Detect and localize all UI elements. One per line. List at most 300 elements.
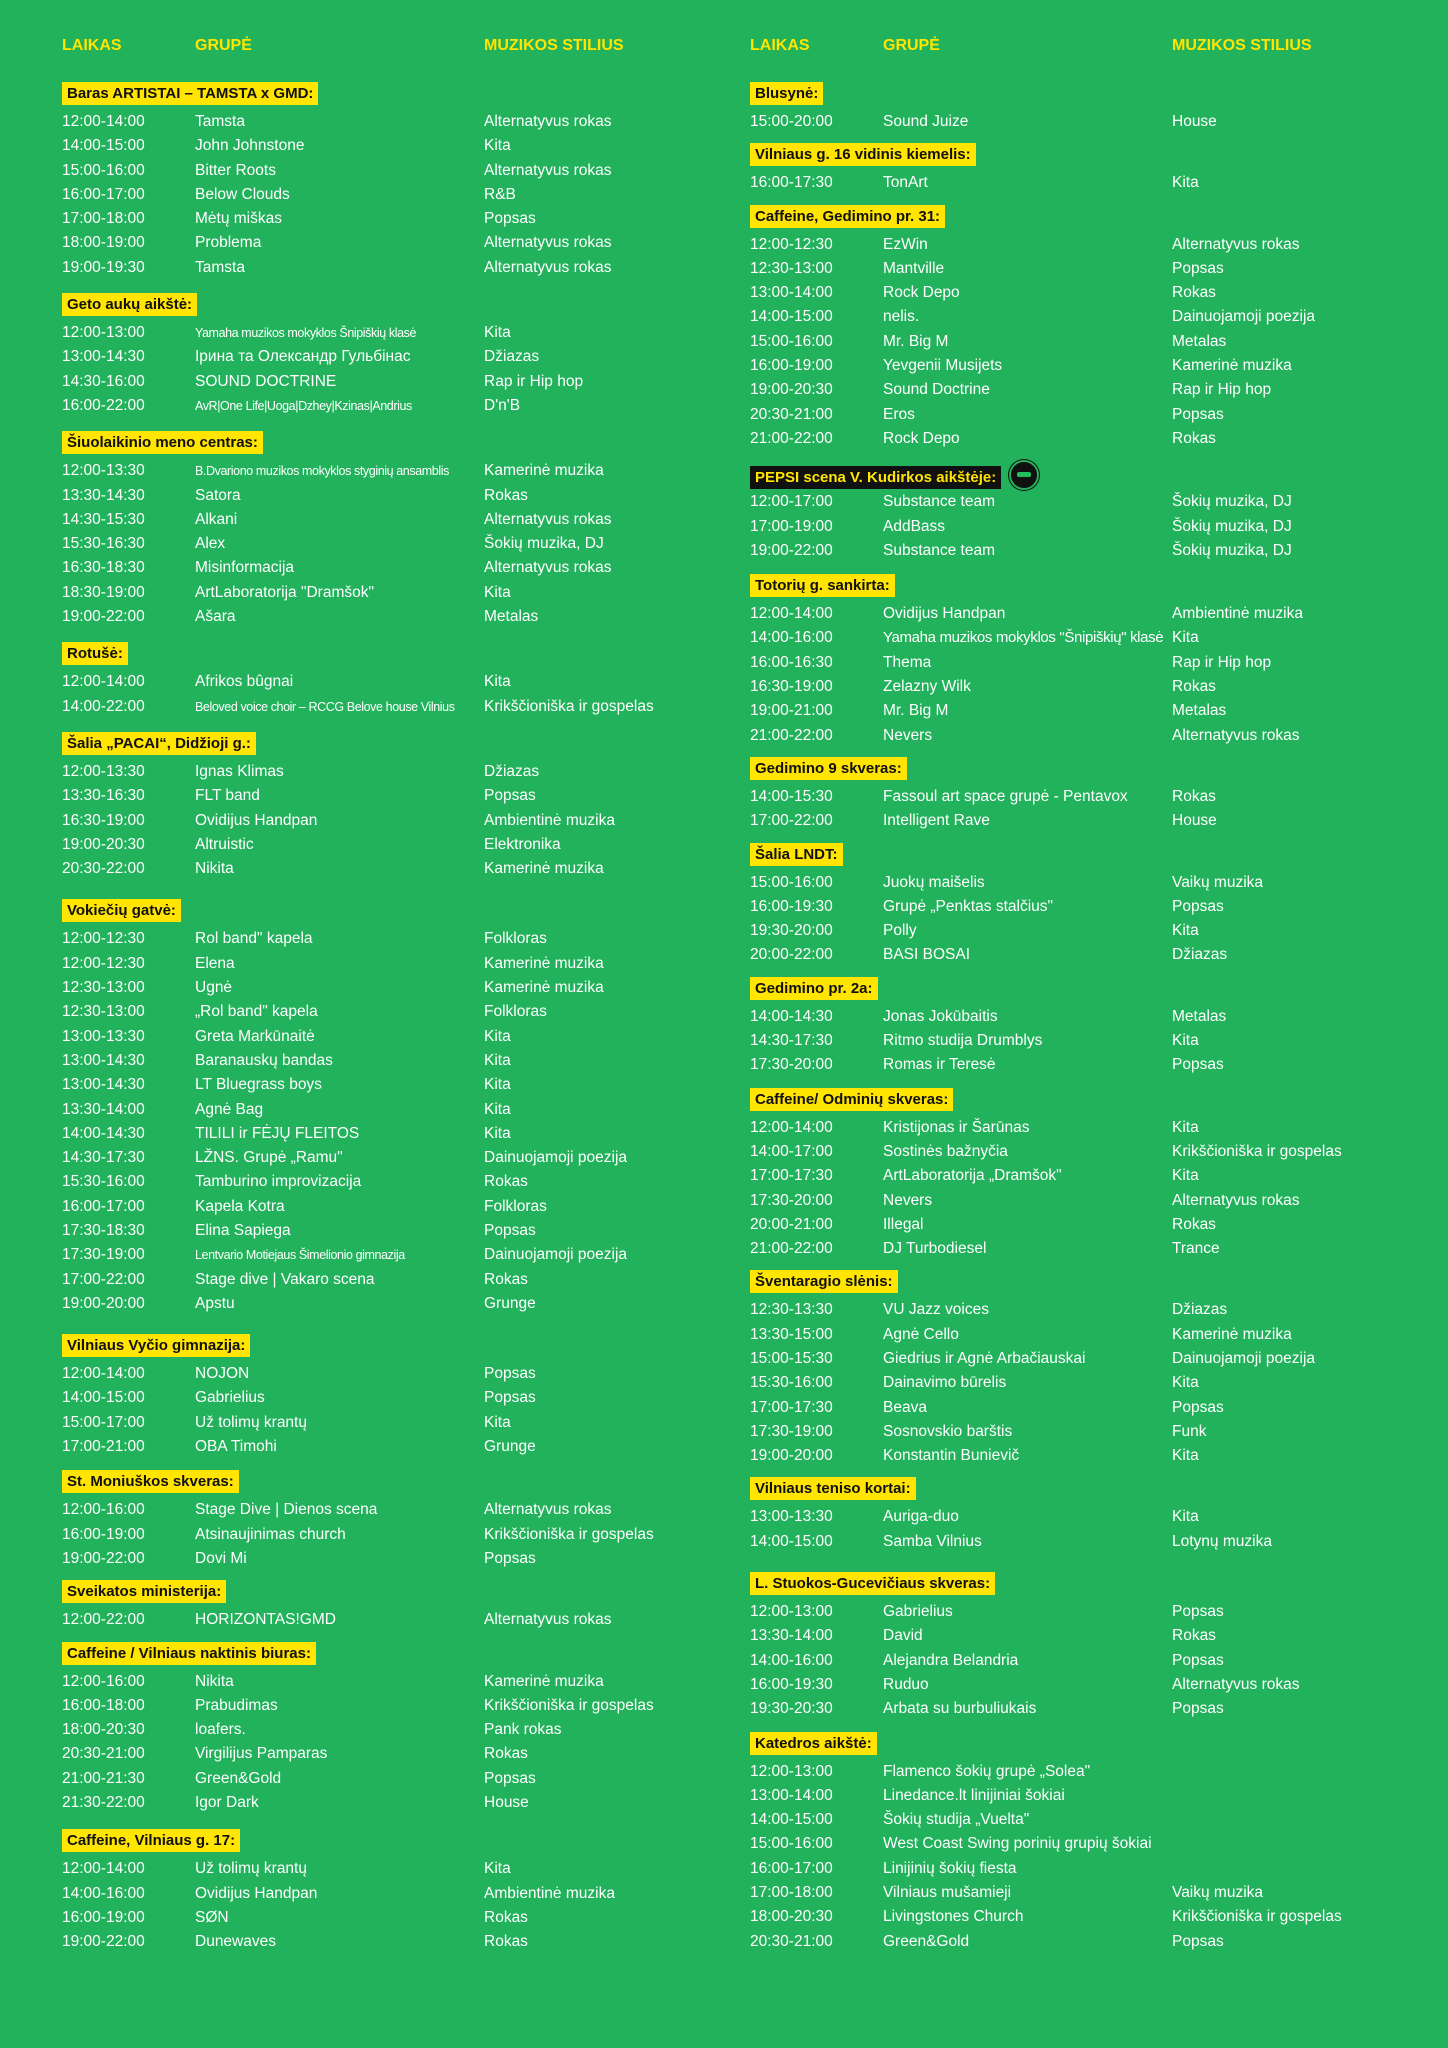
performer-name: Stage Dive | Dienos scena [195, 1501, 378, 1519]
schedule-row [750, 1444, 1440, 1468]
music-style: Kamerinė muzika [484, 860, 604, 878]
music-style: Popsas [1172, 1700, 1224, 1718]
music-style: House [1172, 113, 1217, 130]
slot-time: 14:00-15:00 [750, 1811, 833, 1829]
slot-time: 14:00-16:00 [750, 629, 833, 647]
header-style: MUZIKOS STILIUS [484, 37, 624, 54]
schedule-row [62, 532, 722, 556]
performer-name: Tamsta [195, 113, 245, 130]
music-style: Alternatyvus rokas [1172, 1191, 1300, 1209]
venue-title: Rotušė: [62, 642, 128, 665]
performer-name: Substance team [883, 541, 996, 559]
slot-time: 12:00-14:00 [62, 673, 145, 691]
schedule-row [62, 605, 722, 629]
slot-time: 15:00-16:00 [750, 332, 833, 350]
schedule-row [750, 1760, 1440, 1784]
slot-time: 21:00-21:30 [62, 1769, 145, 1787]
music-style: Alternatyvus rokas [1172, 726, 1300, 744]
music-style: Rokas [484, 1745, 528, 1763]
venue-block [62, 732, 722, 881]
performer-name: Stage dive | Vakaro scena [195, 1270, 375, 1288]
performer-name: Vilniaus mušamieji [883, 1884, 1012, 1902]
schedule-row [750, 1189, 1440, 1213]
slot-time: 19:00-22:00 [62, 1933, 145, 1951]
schedule-row [750, 378, 1440, 402]
performer-name: Elina Sapiega [195, 1221, 291, 1239]
performer-name: Altruistic [195, 835, 254, 853]
venue-block [62, 1470, 722, 1571]
performer-name: ArtLaboratorija „Dramšok" [883, 1167, 1062, 1185]
venue-header [750, 977, 1440, 1001]
performer-name: Greta Markūnaitė [195, 1027, 315, 1045]
venue-title: Caffeine/ Odminių skveras: [750, 1088, 953, 1111]
performer-name: B.Dvariono muzikos mokyklos styginių ansamblis [195, 464, 449, 479]
schedule-row [62, 321, 722, 345]
performer-name: ArtLaboratorija "Dramšok" [195, 583, 374, 601]
slot-time: 12:00-22:00 [62, 1611, 145, 1629]
music-style: Šokių muzika, DJ [1172, 541, 1292, 559]
slot-time: 21:00-22:00 [750, 726, 833, 744]
performer-name: LT Bluegrass boys [195, 1076, 322, 1094]
music-style: Elektronika [484, 835, 561, 853]
performer-name: Juokų maišelis [883, 873, 985, 891]
schedule-row [62, 1000, 722, 1024]
music-style: Kita [484, 1027, 511, 1045]
music-style: Popsas [1172, 1398, 1224, 1416]
pepsi-logo-icon [1009, 460, 1039, 490]
venue-title: Šventaragio slėnis: [750, 1270, 898, 1293]
slot-time: 17:30-20:00 [750, 1191, 833, 1209]
schedule-row [62, 1219, 722, 1243]
slot-time: 15:00-16:00 [62, 161, 145, 179]
music-style: Kamerinė muzika [484, 979, 604, 997]
slot-time: 12:00-12:30 [62, 954, 145, 972]
venue-header [62, 1642, 722, 1666]
music-style: Džiazas [1172, 946, 1228, 964]
music-style: Ambientinė muzika [1172, 605, 1303, 623]
music-style: Kita [484, 137, 511, 155]
venue-block [750, 843, 1440, 968]
music-style: D'n'B [484, 396, 521, 414]
performer-name: Satora [195, 486, 241, 504]
slot-time: 16:00-22:00 [62, 396, 145, 414]
slot-time: 16:00-19:30 [750, 1675, 833, 1693]
performer-name: Igor Dark [195, 1794, 259, 1812]
performer-name: Mėtų miškas [195, 210, 282, 228]
performer-name: Tamsta [195, 258, 245, 276]
music-style: Folkloras [484, 930, 547, 948]
performer-name: Livingstones Church [883, 1908, 1024, 1926]
schedule-row [750, 919, 1440, 943]
performer-name: Ovidijus Handpan [195, 1884, 318, 1902]
performer-name: Sound Doctrine [883, 381, 990, 399]
music-style: Rokas [1172, 1215, 1216, 1233]
performer-name: Ovidijus Handpan [195, 811, 318, 829]
header-time: LAIKAS [750, 37, 810, 54]
music-style: Popsas [1172, 897, 1224, 915]
performer-name: Elena [195, 954, 235, 972]
venue-title: Sveikatos ministerija: [62, 1580, 226, 1603]
schedule-row [62, 1694, 722, 1718]
schedule-row [750, 1930, 1440, 1954]
venue-block [62, 1642, 722, 1816]
venue-block [62, 293, 722, 418]
music-style: Kamerinė muzika [484, 954, 604, 972]
music-style: Šokių muzika, DJ [1172, 493, 1292, 511]
schedule-row [62, 857, 722, 881]
right-schedule-column [750, 0, 1440, 1954]
music-style: Alternatyvus rokas [484, 1611, 612, 1629]
slot-time: 13:00-14:00 [750, 1786, 833, 1804]
performer-name: Baranauskų bandas [195, 1051, 333, 1069]
music-style: Alternatyvus rokas [484, 1501, 612, 1519]
music-style: Vaikų muzika [1172, 873, 1264, 891]
venue-title: Blusynė: [750, 82, 823, 105]
performer-name: DJ Turbodiesel [883, 1240, 987, 1258]
slot-time: 12:00-13:00 [750, 1603, 833, 1621]
music-style: Kita [1172, 1374, 1199, 1392]
schedule-row [750, 602, 1440, 626]
schedule-row [750, 651, 1440, 675]
performer-name: FLT band [195, 787, 260, 805]
schedule-row [62, 1049, 722, 1073]
performer-name: Linedance.lt linijiniai šokiai [883, 1786, 1065, 1804]
performer-name: Fassoul art space grupė - Pentavox [883, 787, 1128, 805]
venue-title: Gedimino 9 skveras: [750, 757, 907, 780]
music-style: Popsas [1172, 1056, 1224, 1074]
performer-name: Gabrielius [883, 1603, 953, 1621]
slot-time: 19:00-20:00 [750, 1447, 833, 1465]
slot-time: 12:00-12:30 [62, 930, 145, 948]
schedule-row [62, 976, 722, 1000]
slot-time: 19:00-22:00 [750, 541, 833, 559]
performer-name: Rol band" kapela [195, 930, 313, 948]
performer-name: TILILI ir FĖJŲ FLEITOS [195, 1124, 360, 1142]
music-style: Alternatyvus rokas [484, 258, 612, 276]
schedule-row [62, 508, 722, 532]
performer-name: Apstu [195, 1294, 235, 1312]
music-style: Folkloras [484, 1003, 547, 1021]
schedule-row [750, 1808, 1440, 1832]
slot-time: 12:30-13:30 [750, 1301, 833, 1319]
venue-header [750, 1477, 1440, 1501]
schedule-row [62, 1435, 722, 1459]
header-style: MUZIKOS STILIUS [1172, 37, 1312, 54]
venue-title: Vokiečių gatvė: [62, 899, 181, 922]
slot-time: 13:30-14:00 [750, 1627, 833, 1645]
slot-time: 18:00-20:30 [62, 1721, 145, 1739]
schedule-row [62, 1718, 722, 1742]
performer-name: Atsinaujinimas church [195, 1525, 346, 1543]
schedule-row [750, 1029, 1440, 1053]
slot-time: 12:00-14:00 [62, 113, 145, 130]
venue-list [62, 82, 722, 1955]
performer-name: Alkani [195, 510, 238, 528]
performer-name: Thema [883, 653, 932, 671]
venue-title: Katedros aikštė: [750, 1732, 877, 1755]
slot-time: 16:00-17:00 [750, 1859, 833, 1877]
venue-block [62, 1334, 722, 1459]
music-style: Alternatyvus rokas [484, 559, 612, 577]
header-group: GRUPĖ [883, 37, 940, 54]
schedule-row [750, 1140, 1440, 1164]
slot-time: 17:00-17:30 [750, 1398, 833, 1416]
venue-block [750, 462, 1440, 563]
slot-time: 12:00-14:00 [750, 1118, 833, 1136]
performer-name: Below Clouds [195, 185, 290, 203]
header-time: LAIKAS [62, 37, 122, 54]
slot-time: 20:30-21:00 [750, 405, 833, 423]
performer-name: SØN [195, 1908, 229, 1926]
schedule-row [750, 675, 1440, 699]
slot-time: 15:00-20:00 [750, 113, 833, 130]
slot-time: 15:00-15:30 [750, 1349, 833, 1367]
schedule-row [750, 330, 1440, 354]
music-style: Popsas [484, 1365, 536, 1383]
music-style: Dainuojamoji poezija [1172, 308, 1316, 326]
music-style: Džiazas [1172, 1301, 1228, 1319]
slot-time: 14:30-16:00 [62, 372, 145, 390]
music-style: Ambientinė muzika [484, 1884, 615, 1902]
schedule-row [750, 1624, 1440, 1648]
slot-time: 13:00-14:30 [62, 348, 145, 366]
venue-header [750, 1572, 1440, 1596]
performer-name: Linijinių šokių fiesta [883, 1859, 1017, 1877]
venue-header [750, 205, 1440, 229]
performer-name: Eros [883, 405, 915, 423]
performer-name: Lentvario Motiejaus Šimelionio gimnazija [195, 1248, 405, 1263]
slot-time: 15:30-16:00 [750, 1374, 833, 1392]
venue-header [62, 1829, 722, 1853]
slot-time: 12:00-14:00 [62, 1860, 145, 1878]
schedule-row [62, 1882, 722, 1906]
schedule-row [750, 1005, 1440, 1029]
music-style: Rokas [484, 486, 528, 504]
music-style: Džiazas [484, 762, 540, 780]
slot-time: 12:00-16:00 [62, 1501, 145, 1519]
schedule-row [62, 833, 722, 857]
schedule-row [62, 952, 722, 976]
performer-name: Prabudimas [195, 1696, 278, 1714]
performer-name: David [883, 1627, 923, 1645]
schedule-row [62, 1292, 722, 1316]
music-style: Trance [1172, 1240, 1220, 1258]
performer-name: Mr. Big M [883, 702, 949, 720]
schedule-row [62, 1857, 722, 1881]
music-style: Krikščioniška ir gospelas [1172, 1142, 1342, 1160]
music-style: Popsas [484, 210, 536, 228]
performer-name: TonArt [883, 174, 928, 192]
slot-time: 14:00-15:00 [62, 137, 145, 155]
performer-name: SOUND DOCTRINE [195, 372, 337, 390]
slot-time: 13:30-15:00 [750, 1325, 833, 1343]
slot-time: 12:30-13:00 [750, 259, 833, 277]
slot-time: 17:30-18:30 [62, 1221, 145, 1239]
schedule-row [750, 257, 1440, 281]
performer-name: Ovidijus Handpan [883, 605, 1006, 623]
music-style: Kita [484, 1860, 511, 1878]
music-style: Ambientinė muzika [484, 811, 615, 829]
slot-time: 13:00-14:30 [62, 1051, 145, 1069]
venue-header [750, 143, 1440, 167]
schedule-row [750, 1396, 1440, 1420]
performer-name: Giedrius ir Agnė Arbačiauskai [883, 1349, 1086, 1367]
slot-time: 17:00-21:00 [62, 1438, 145, 1456]
slot-time: 20:00-21:00 [750, 1215, 833, 1233]
schedule-row [62, 459, 722, 483]
performer-name: „Rol band" kapela [195, 1003, 318, 1021]
schedule-row [750, 724, 1440, 748]
slot-time: 12:00-12:30 [750, 235, 833, 253]
schedule-row [750, 490, 1440, 514]
slot-time: 15:00-16:00 [750, 873, 833, 891]
schedule-row [750, 1697, 1440, 1721]
performer-name: Šokių studija „Vuelta" [883, 1811, 1030, 1829]
music-style: Kamerinė muzika [484, 1672, 604, 1690]
performer-name: Nevers [883, 1191, 933, 1209]
music-style: Alternatyvus rokas [484, 161, 612, 179]
schedule-row [750, 785, 1440, 809]
performer-name: West Coast Swing porinių grupių šokiai [883, 1835, 1152, 1853]
slot-time: 18:00-19:00 [62, 234, 145, 252]
schedule-row [62, 1767, 722, 1791]
schedule-row [62, 1742, 722, 1766]
schedule-row [62, 1362, 722, 1386]
slot-time: 14:00-15:30 [750, 787, 833, 805]
performer-name: Arbata su burbuliukais [883, 1700, 1037, 1718]
performer-name: Nikita [195, 1672, 234, 1690]
schedule-row [62, 1073, 722, 1097]
music-style: Kamerinė muzika [1172, 1325, 1292, 1343]
schedule-row [62, 1098, 722, 1122]
schedule-row [750, 1298, 1440, 1322]
venue-header [750, 462, 1440, 486]
slot-time: 16:00-19:30 [750, 897, 833, 915]
music-style: Metalas [1172, 332, 1227, 350]
schedule-row [62, 134, 722, 158]
slot-time: 12:00-13:00 [750, 1762, 833, 1780]
schedule-row [62, 484, 722, 508]
slot-time: 12:00-13:00 [62, 324, 145, 342]
music-style: Kita [484, 583, 511, 601]
left-schedule-column [62, 0, 722, 1955]
schedule-row [62, 1547, 722, 1571]
schedule-row [750, 403, 1440, 427]
slot-time: 14:30-17:30 [750, 1032, 833, 1050]
schedule-row [62, 207, 722, 231]
schedule-row [62, 1268, 722, 1292]
performer-name: Ірина та Олександр Гульбінас [195, 348, 411, 366]
slot-time: 15:00-17:00 [62, 1413, 145, 1431]
music-style: Popsas [484, 1769, 536, 1787]
slot-time: 16:30-19:00 [750, 678, 833, 696]
music-style: Popsas [1172, 405, 1224, 423]
performer-name: Ignas Klimas [195, 762, 284, 780]
venue-title: L. Stuokos-Gucevičiaus skveras: [750, 1572, 995, 1595]
performer-name: Green&Gold [195, 1769, 282, 1787]
music-style: Krikščioniška ir gospelas [484, 1696, 654, 1714]
performer-name: Jonas Jokūbaitis [883, 1007, 998, 1025]
music-style: Rokas [1172, 678, 1216, 696]
schedule-row [750, 1053, 1440, 1077]
slot-time: 21:00-22:00 [750, 1240, 833, 1258]
performer-name: Ugnė [195, 979, 233, 997]
performer-name: Yamaha muzikos mokyklos Šnipiškių klasė [195, 326, 417, 341]
schedule-row [62, 1170, 722, 1194]
slot-time: 21:00-22:00 [750, 429, 833, 447]
performer-name: Samba Vilnius [883, 1532, 982, 1550]
schedule-row [750, 1649, 1440, 1673]
schedule-row [750, 1505, 1440, 1529]
music-style: Rokas [1172, 787, 1216, 805]
schedule-row [62, 1146, 722, 1170]
venue-block [750, 205, 1440, 452]
music-style: Alternatyvus rokas [484, 234, 612, 252]
venue-title: Vilniaus teniso kortai: [750, 1477, 916, 1500]
venue-title: PEPSI scena V. Kudirkos aikštėje: [750, 466, 1001, 489]
music-style: Kita [1172, 922, 1199, 940]
music-style: Popsas [484, 787, 536, 805]
slot-time: 16:00-19:00 [750, 357, 833, 375]
performer-name: NOJON [195, 1365, 250, 1383]
venue-header [62, 431, 722, 455]
music-style: R&B [484, 185, 516, 203]
slot-time: 14:00-15:00 [750, 308, 833, 326]
performer-name: Agnė Cello [883, 1325, 959, 1343]
slot-time: 13:00-14:30 [62, 1076, 145, 1094]
music-style: Rokas [484, 1933, 528, 1951]
performer-name: Sostinės bažnyčia [883, 1142, 1008, 1160]
music-style: Kita [1172, 1447, 1199, 1465]
schedule-row [62, 1608, 722, 1632]
performer-name: Misinformacija [195, 559, 295, 577]
music-style: Kita [484, 1124, 511, 1142]
music-style: Kamerinė muzika [484, 462, 604, 480]
venue-header [62, 899, 722, 923]
slot-time: 14:00-17:00 [750, 1142, 833, 1160]
music-style: Kita [1172, 1032, 1199, 1050]
performer-name: Mantville [883, 259, 945, 277]
music-style: Folkloras [484, 1197, 547, 1215]
schedule-row [62, 231, 722, 255]
music-style: Popsas [484, 1549, 536, 1567]
schedule-row [62, 183, 722, 207]
slot-time: 20:30-21:00 [62, 1745, 145, 1763]
venue-title: Totorių g. sankirta: [750, 574, 895, 597]
schedule-row [62, 1243, 722, 1267]
performer-name: Beloved voice choir – RCCG Belove house Vilnius [195, 699, 455, 714]
music-style: Alternatyvus rokas [484, 113, 612, 130]
music-style: Alternatyvus rokas [1172, 235, 1300, 253]
schedule-row [62, 1195, 722, 1219]
venue-block [750, 1088, 1440, 1262]
performer-name: Konstantin Bunievič [883, 1447, 1020, 1465]
music-style: Šokių muzika, DJ [484, 535, 604, 553]
slot-time: 12:00-14:00 [62, 1365, 145, 1383]
venue-title: Geto aukų aikštė: [62, 293, 197, 316]
venue-title: Šalia LNDT: [750, 843, 843, 866]
schedule-row [750, 1600, 1440, 1624]
schedule-row [750, 233, 1440, 257]
slot-time: 13:30-14:00 [62, 1100, 145, 1118]
music-style: Vaikų muzika [1172, 1884, 1264, 1902]
music-style: Kita [1172, 1118, 1199, 1136]
music-style: Kita [1172, 174, 1199, 192]
performer-name: AddBass [883, 517, 946, 535]
venue-title: Gedimino pr. 2a: [750, 977, 878, 1000]
schedule-row [750, 1116, 1440, 1140]
slot-time: 19:30-20:00 [750, 922, 833, 940]
